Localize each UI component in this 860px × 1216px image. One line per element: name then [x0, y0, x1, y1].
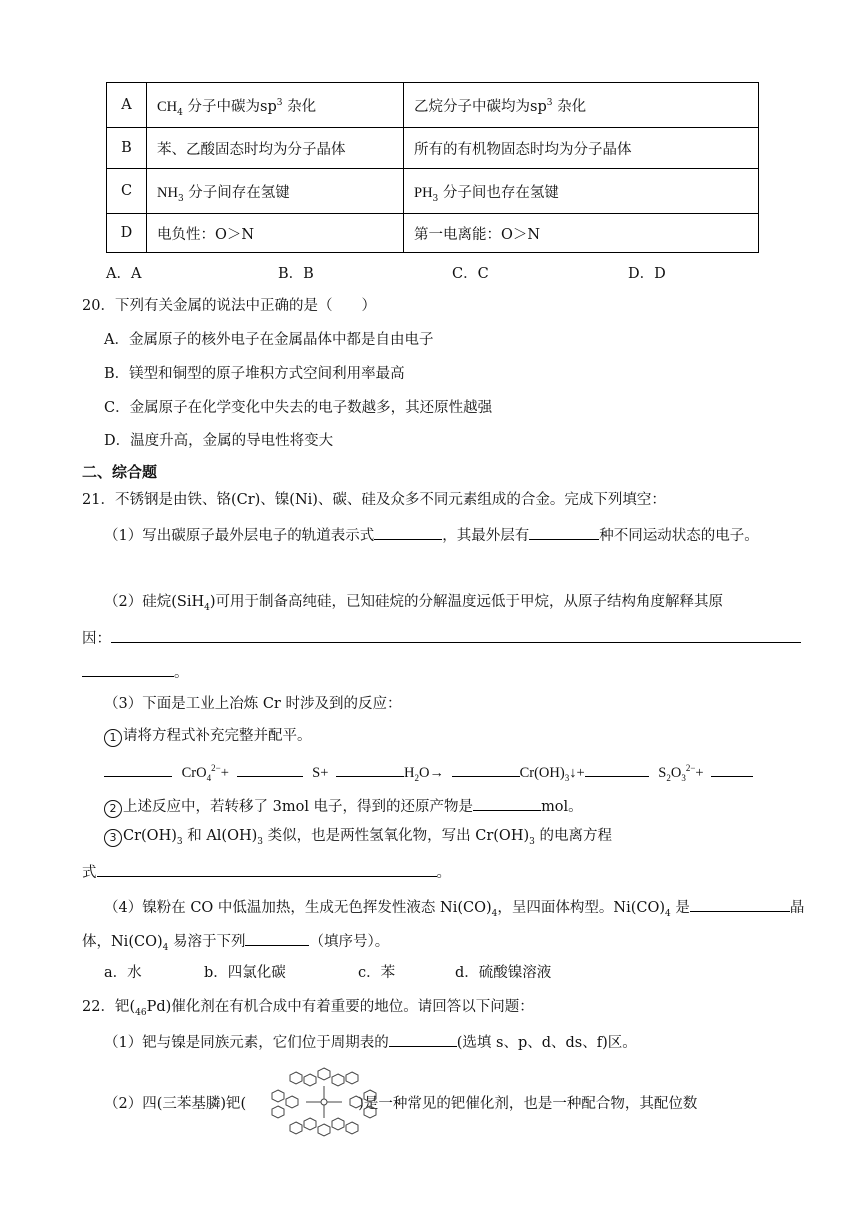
q21-part1: （1）写出碳原子最外层电子的轨道表示式 ，其最外层有 种不同运动状态的电子。	[104, 523, 759, 546]
q21-part4: （4）镍粉在 CO 中低温加热，生成无色挥发性液态 $Ni(CO)_4$，呈四面体构型。$Ni(CO)_4$ 是 晶	[104, 895, 804, 918]
q20-option-d[interactable]: D．温度升高，金属的导电性将变大	[104, 433, 334, 449]
q19-choice-b[interactable]: B．B	[278, 266, 314, 282]
balance-equation: $CrO_4^{2-}+ S+ H_2O\to$ $Cr(OH)_3↓+ S_2O_3^{2-}+$	[104, 760, 753, 783]
answer-blank[interactable]	[237, 760, 303, 777]
table-row	[107, 83, 759, 128]
q22-stem: 22．钯$(_{46}Pd)$催化剂在有机合成中有着重要的地位。请回答以下问题：	[82, 999, 534, 1018]
q21-part3: （3）下面是工业上冶炼 Cr 时涉及到的反应：	[104, 696, 402, 712]
answer-blank[interactable]	[389, 1030, 457, 1047]
row-left-cell: $CH_4$ 分子中碳为$sp^3$ 杂化	[147, 83, 404, 128]
q19-choice-a[interactable]: A．A	[106, 266, 142, 282]
row-right-cell: 第一电离能：O＞N	[404, 214, 759, 253]
row-right-cell: 乙烷分子中碳均为$sp^3$ 杂化	[404, 83, 759, 128]
answer-blank[interactable]	[245, 929, 309, 946]
q19-choice-c[interactable]: C．C	[452, 266, 489, 282]
answer-blank[interactable]	[336, 760, 404, 777]
answer-blank[interactable]	[104, 760, 172, 777]
answer-blank[interactable]	[452, 760, 520, 777]
row-letter: B	[107, 128, 147, 169]
q21-part4-cont: 体，$Ni(CO)_4$ 易溶于下列 （填序号）。	[82, 929, 389, 952]
q21-sub2: 2 上述反应中，若转移了 3mol 电子，得到的还原产物是 mol。	[104, 794, 583, 818]
q21-option-b[interactable]: b．四氯化碳	[204, 965, 286, 981]
q21-option-d[interactable]: d．硫酸镍溶液	[455, 965, 552, 981]
row-left-cell: $NH_3$ 分子间存在氢键	[147, 169, 404, 214]
table-row	[107, 214, 759, 253]
answer-blank[interactable]	[473, 794, 541, 811]
q20-option-b[interactable]: B．镁型和铜型的原子堆积方式空间利用率最高	[104, 366, 405, 382]
row-left-cell: 苯、乙酸固态时均为分子晶体	[147, 128, 404, 169]
answer-blank[interactable]	[97, 860, 437, 877]
table-row	[107, 128, 759, 169]
answer-blank[interactable]	[711, 760, 753, 777]
q21-sub3-cont: 式 。	[82, 860, 451, 883]
q19-option-table	[106, 82, 759, 253]
q22-part1: （1）钯与镍是同族元素，它们位于周期表的 (选填 s、p、d、ds、f)区。	[104, 1030, 637, 1053]
row-right-cell: 所有的有机物固态时均为分子晶体	[404, 128, 759, 169]
q22-part2: （2）四(三苯基膦)钯( )是一种常见的钯催化剂，也是一种配合物，其配位数	[104, 1096, 698, 1112]
answer-blank[interactable]	[111, 626, 801, 643]
q21-sub3: 3 $Cr(OH)_3$ 和 $Al(OH)_3$ 类似，也是两性氢氧化物，写出 $Cr(OH)_3$ 的电离方程	[104, 826, 612, 847]
q20-option-c[interactable]: C．金属原子在化学变化中失去的电子数越多，其还原性越强	[104, 400, 493, 416]
row-left-cell: 电负性：O＞N	[147, 214, 404, 253]
answer-blank[interactable]	[374, 523, 442, 540]
q21-sub1: 1 请将方程式补充完整并配平。	[104, 726, 312, 747]
q21-stem: 21．不锈钢是由铁、铬(Cr)、镍(Ni)、碳、硅及众多不同元素组成的合金。完成下列填空：	[82, 492, 666, 508]
q21-option-a[interactable]: a．水	[104, 965, 142, 981]
q21-part2-end: 。	[82, 660, 189, 683]
section-heading: 二、综合题	[82, 463, 158, 481]
q21-option-c[interactable]: c．苯	[358, 965, 396, 981]
q21-part2-cont: 因：	[82, 626, 801, 649]
row-letter: C	[107, 169, 147, 214]
answer-blank[interactable]	[690, 895, 790, 912]
row-letter: D	[107, 214, 147, 253]
tetrakis-palladium-structure-image	[268, 1062, 380, 1142]
table-row	[107, 169, 759, 214]
answer-blank[interactable]	[585, 760, 649, 777]
answer-blank[interactable]	[529, 523, 599, 540]
answer-blank[interactable]	[82, 660, 174, 677]
q20-option-a[interactable]: A．金属原子的核外电子在金属晶体中都是自由电子	[104, 332, 434, 348]
q20-stem: 20．下列有关金属的说法中正确的是（ ）	[82, 298, 376, 314]
row-right-cell: $PH_3$ 分子间也存在氢键	[404, 169, 759, 214]
q19-choice-d[interactable]: D．D	[628, 266, 666, 282]
q21-part2: （2）硅烷(SiH$_4$)可用于制备高纯硅，已知硅烷的分解温度远低于甲烷，从原子结构角度解释其原	[104, 594, 723, 613]
row-letter: A	[107, 83, 147, 128]
